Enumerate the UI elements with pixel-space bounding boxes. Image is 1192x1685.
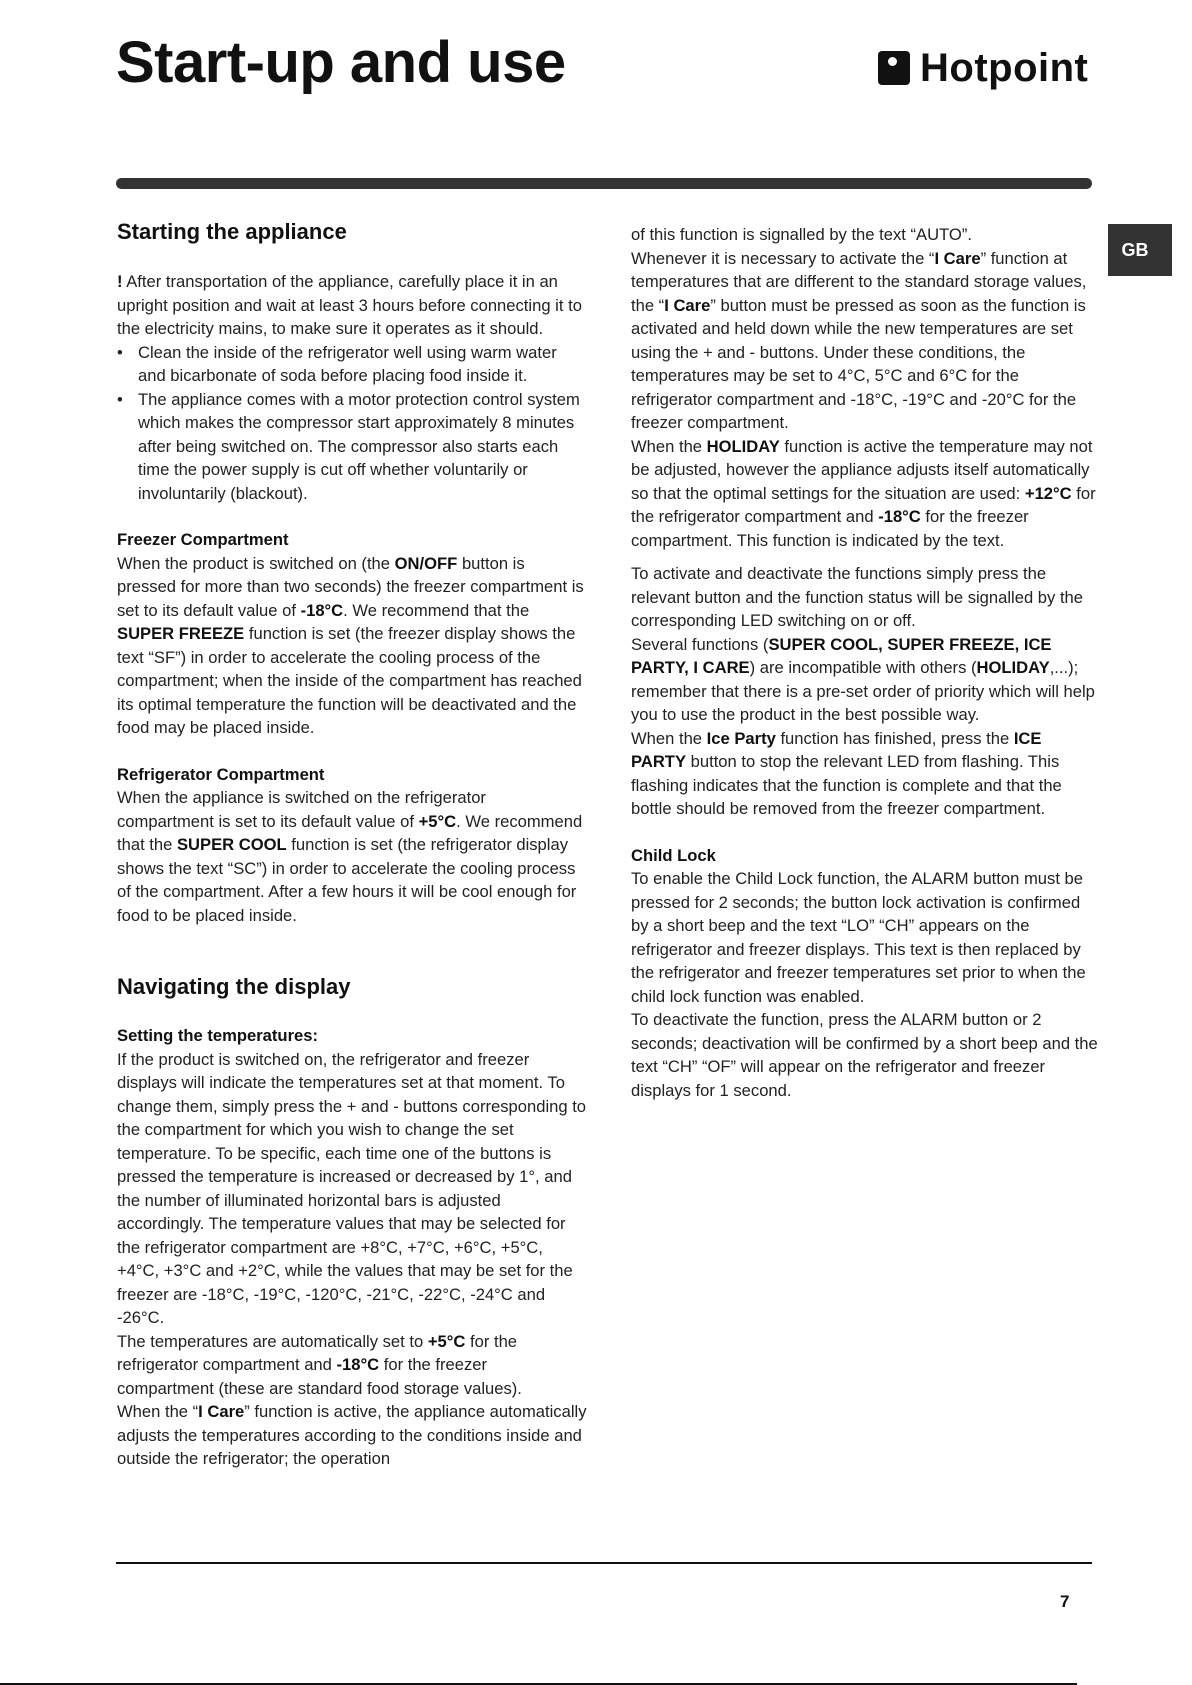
footer-divider	[116, 1562, 1092, 1564]
left-column	[117, 218, 587, 1471]
section-heading-starting-appliance: Starting the appliance	[117, 219, 347, 244]
startup-bullet-list	[117, 341, 587, 506]
child-lock-disable-paragraph: To deactivate the function, press the ALARM button or 2 seconds; deactivation will be confirmed by a short beep and the text “CH” “OF” will appear on the refrigerator and freezer displays for 1 second.	[631, 1010, 1098, 1100]
brand-name: Hotpoint	[920, 46, 1089, 90]
hotpoint-logo-icon	[878, 51, 910, 85]
page-number: 7	[1060, 1592, 1070, 1611]
list-item: • The appliance comes with a motor protection control system which makes the compressor start approximately 8 minutes after being switched on. The compressor also starts each time the power supply is cut off whether voluntarily or involuntarily (blackout).	[138, 388, 587, 506]
warning-paragraph: ! After transportation of the appliance, carefully place it in an upright position and wait at least 3 hours before connecting it to the electricity mains, to make sure it operates as it should.	[117, 272, 582, 338]
refrigerator-paragraph: When the appliance is switched on the refrigerator compartment is set to its default value of +5°C. We recommend that the SUPER COOL function is set (the refrigerator display shows the text “SC”) in order to accelerate the cooling process of the compartment. After a few hours it will be cool enough for food to be placed inside.	[117, 788, 583, 925]
incompatible-functions-paragraph: Several functions (SUPER COOL, SUPER FREEZE, ICE PARTY, I CARE) are incompatible with others (HOLIDAY,...); remember that there is a pre-set order of priority which will help you to use the product in the best possible way.	[631, 634, 1095, 724]
temperatures-paragraph: If the product is switched on, the refrigerator and freezer displays will indicate the temperatures set at that moment. To change them, simply press the + and - buttons corresponding to the compartment for which you wish to change the set temperature. To be specific, each time one of the buttons is pressed the temperature is increased or decreased by 1°, and the number of illuminated horizontal bars is adjusted accordingly. The temperature values that may be selected for the refrigerator compartment are +8°C, +7°C, +6°C, +5°C, +4°C, +3°C and +2°C, while the values that may be set for the freezer are -18°C, -19°C, -120°C, -21°C, -22°C, -24°C and -26°C.	[117, 1049, 587, 1327]
header-divider-bar	[116, 178, 1092, 189]
brand-logo	[878, 48, 1088, 88]
child-lock-enable-paragraph: To enable the Child Lock function, the ALARM button must be pressed for 2 seconds; the button lock activation is confirmed by a short beep and the text “LO” “CH” appears on the refrigerator and freezer displays. This text is then replaced by the refrigerator and freezer temperatures set prior to when the child lock function was enabled.	[631, 869, 1086, 1006]
auto-signal-paragraph: of this function is signalled by the text “AUTO”.	[631, 225, 972, 244]
freezer-paragraph: When the product is switched on (the ON/OFF button is pressed for more than two seconds) the freezer compartment is set to its default value of -18°C. We recommend that the SUPER FREEZE function is set (the freezer display shows the text “SF”) in order to accelerate the cooling process of the compartment; when the inside of the compartment has reached its optimal temperature the function will be deactivated and the food may be placed inside.	[117, 553, 584, 737]
warning-icon: !	[117, 272, 123, 291]
holiday-paragraph: When the HOLIDAY function is active the temperature may not be adjusted, however the appliance adjusts itself automatically so that the optimal settings for the situation are used: +12°C for the refrigerator compartment and -18°C for the freezer compartment. This function is indicated by the text.	[631, 436, 1096, 550]
subheading-refrigerator-compartment: Refrigerator Compartment	[117, 764, 325, 784]
page-title: Start-up and use	[116, 30, 566, 95]
auto-temperatures-paragraph: The temperatures are automatically set to +5°C for the refrigerator compartment and -18°C for the freezer compartment (these are standard food storage values).	[117, 1331, 522, 1398]
section-heading-navigating-display: Navigating the display	[117, 974, 351, 999]
activate-functions-paragraph: To activate and deactivate the functions simply press the relevant button and the function status will be signalled by the corresponding LED switching on or off.	[631, 564, 1084, 630]
list-item: • Clean the inside of the refrigerator well using warm water and bicarbonate of soda before placing food inside it.	[138, 341, 587, 388]
ice-party-paragraph: When the Ice Party function has finished, press the ICE PARTY button to stop the relevant LED from flashing. This flashing indicates that the function is complete and that the bottle should be removed from the freezer compartment.	[631, 728, 1062, 818]
right-column	[631, 223, 1101, 1102]
icare-activation-paragraph: Whenever it is necessary to activate the “I Care” function at temperatures that are different to the standard storage values, the “I Care” button must be pressed as soon as the function is activated and held down while the new temperatures are set using the + and - buttons. Under these conditions, the temperatures may be set to 4°C, 5°C and 6°C for the refrigerator compartment and -18°C, -19°C and -20°C for the freezer compartment.	[631, 248, 1087, 432]
icare-paragraph: When the “I Care” function is active, the appliance automatically adjusts the temperatures according to the conditions inside and outside the refrigerator; the operation	[117, 1402, 587, 1468]
subheading-child-lock: Child Lock	[631, 845, 716, 865]
language-tab: GB	[1108, 224, 1172, 276]
subheading-freezer-compartment: Freezer Compartment	[117, 530, 289, 549]
subheading-setting-temperatures: Setting the temperatures:	[117, 1026, 319, 1045]
